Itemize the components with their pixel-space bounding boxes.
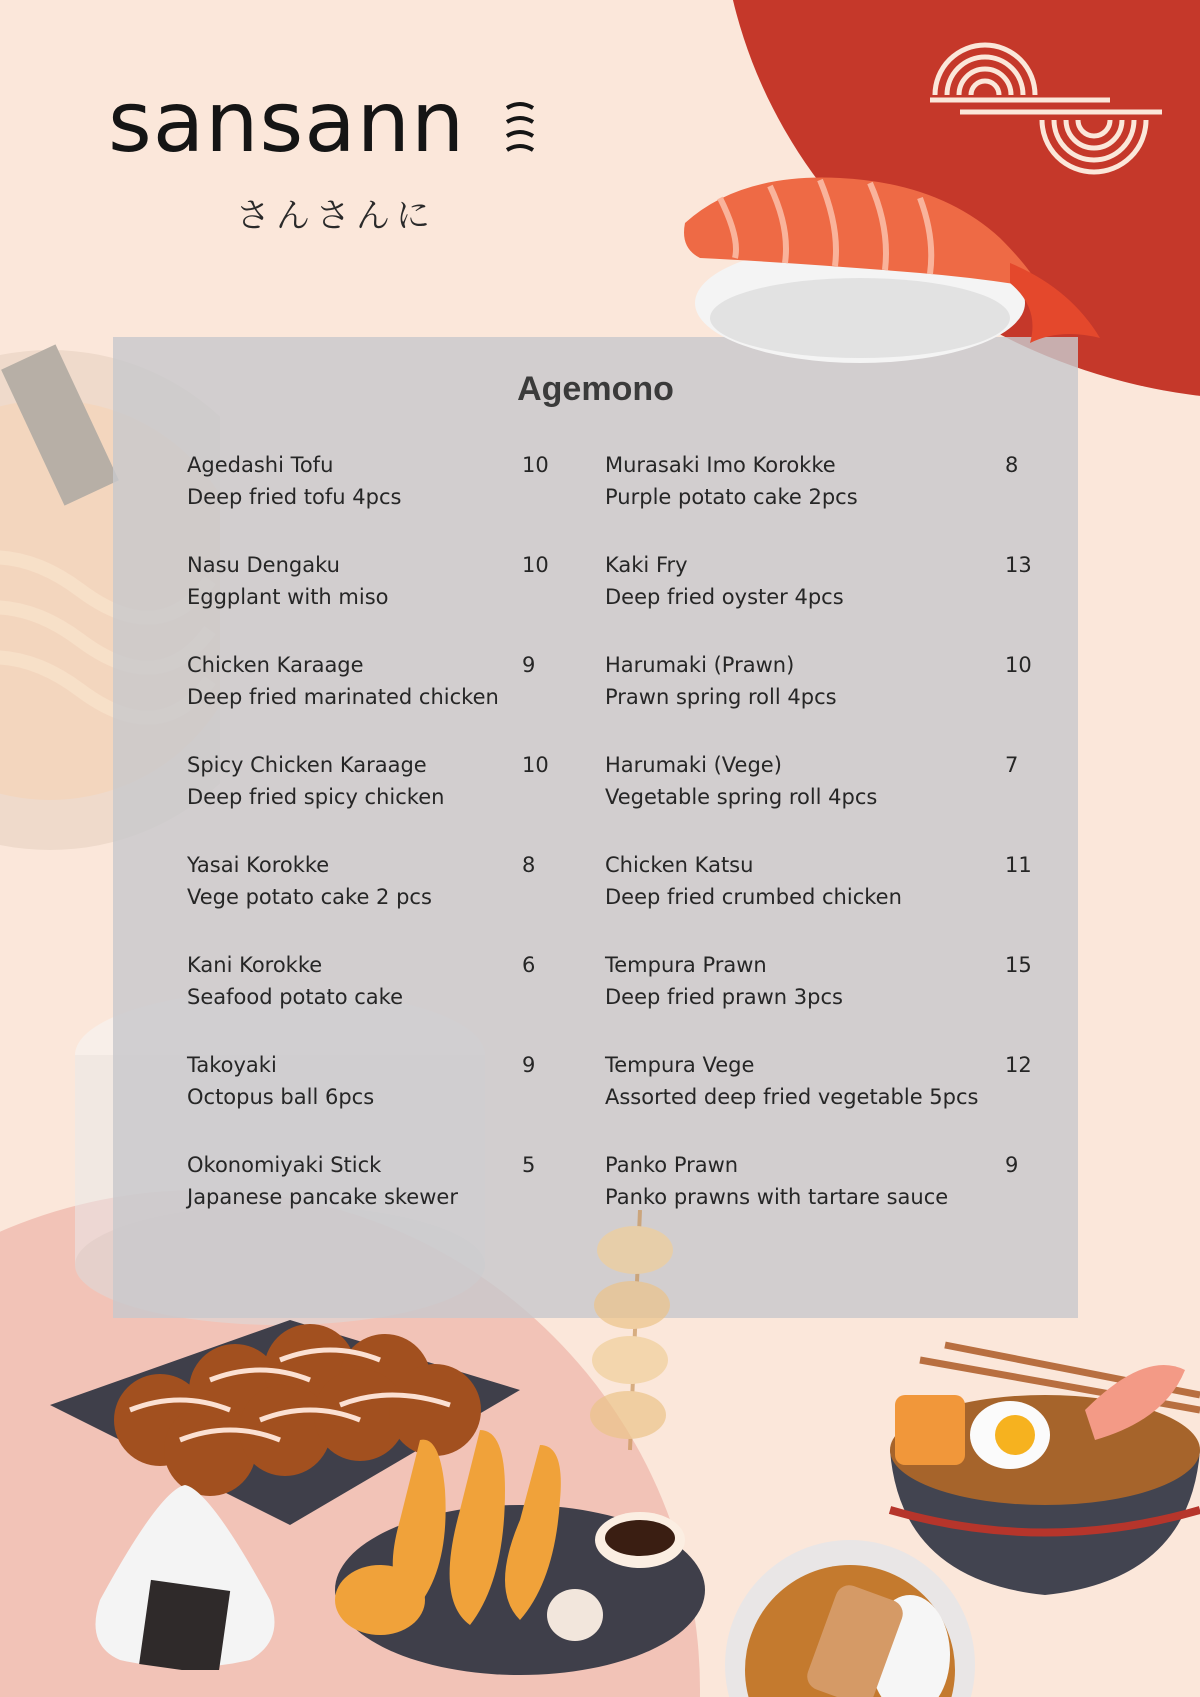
item-price: 9	[1005, 1153, 1019, 1177]
item-description: Octopus ball 6pcs	[187, 1085, 375, 1109]
menu-item	[187, 449, 547, 513]
item-name: Harumaki (Prawn)	[605, 653, 795, 677]
item-price: 10	[522, 453, 549, 477]
item-name: Agedashi Tofu	[187, 453, 334, 477]
item-price: 9	[522, 653, 536, 677]
item-name: Kani Korokke	[187, 953, 323, 977]
item-price: 13	[1005, 553, 1032, 577]
item-description: Deep fried tofu 4pcs	[187, 485, 402, 509]
menu-item	[605, 449, 1045, 513]
menu-item	[605, 849, 1045, 913]
menu-panel	[113, 337, 1078, 1318]
oden-bowl-illustration	[885, 1340, 1200, 1610]
menu-item	[187, 749, 547, 813]
item-description: Assorted deep fried vegetable 5pcs	[605, 1085, 979, 1109]
skewer-illustration	[570, 1210, 700, 1460]
item-name: Harumaki (Vege)	[605, 753, 782, 777]
item-price: 5	[522, 1153, 536, 1177]
item-name: Chicken Karaage	[187, 653, 364, 677]
item-price: 10	[522, 753, 549, 777]
item-description: Deep fried marinated chicken	[187, 685, 499, 709]
menu-item	[605, 949, 1045, 1013]
item-price: 12	[1005, 1053, 1032, 1077]
item-description: Deep fried spicy chicken	[187, 785, 445, 809]
item-price: 9	[522, 1053, 536, 1077]
item-description: Eggplant with miso	[187, 585, 389, 609]
item-description: Panko prawns with tartare sauce	[605, 1185, 949, 1209]
item-name: Panko Prawn	[605, 1153, 739, 1177]
item-price: 8	[522, 853, 536, 877]
item-name: Spicy Chicken Karaage	[187, 753, 427, 777]
item-name: Tempura Prawn	[605, 953, 767, 977]
item-name: Chicken Katsu	[605, 853, 754, 877]
item-name: Kaki Fry	[605, 553, 688, 577]
item-price: 10	[522, 553, 549, 577]
item-price: 6	[522, 953, 536, 977]
menu-item	[605, 1049, 1045, 1113]
menu-item	[187, 1049, 547, 1113]
brand-japanese-name: さんさんに	[236, 196, 436, 236]
item-price: 8	[1005, 453, 1019, 477]
item-description: Seafood potato cake	[187, 985, 403, 1009]
item-description: Prawn spring roll 4pcs	[605, 685, 837, 709]
menu-item	[605, 749, 1045, 813]
item-description: Vege potato cake 2 pcs	[187, 885, 432, 909]
menu-item	[187, 849, 547, 913]
arch-logo-icon	[930, 40, 1170, 180]
item-name: Nasu Dengaku	[187, 553, 340, 577]
menu-item	[187, 549, 547, 613]
onigiri-illustration	[80, 1480, 290, 1670]
item-description: Deep fried crumbed chicken	[605, 885, 902, 909]
item-name: Murasaki Imo Korokke	[605, 453, 836, 477]
menu-item	[187, 949, 547, 1013]
item-description: Deep fried prawn 3pcs	[605, 985, 843, 1009]
brand-block	[108, 73, 548, 236]
item-price: 15	[1005, 953, 1032, 977]
item-description: Deep fried oyster 4pcs	[605, 585, 844, 609]
item-name: Okonomiyaki Stick	[187, 1153, 382, 1177]
item-price: 10	[1005, 653, 1032, 677]
item-price: 7	[1005, 753, 1019, 777]
item-name: Tempura Vege	[605, 1053, 755, 1077]
item-description: Japanese pancake skewer	[187, 1185, 458, 1209]
tempura-plate-illustration	[320, 1430, 720, 1680]
menu-item	[187, 649, 547, 713]
item-name: Takoyaki	[187, 1053, 277, 1077]
item-price: 11	[1005, 853, 1032, 877]
menu-item	[605, 549, 1045, 613]
item-name: Yasai Korokke	[187, 853, 330, 877]
menu-item	[605, 1149, 1045, 1213]
brand-wave-icon	[503, 98, 537, 162]
item-description: Vegetable spring roll 4pcs	[605, 785, 878, 809]
brand-name: sansann	[108, 73, 466, 171]
prawn-nigiri-illustration	[680, 168, 1120, 398]
menu-item	[187, 1149, 547, 1213]
menu-item	[605, 649, 1045, 713]
item-description: Purple potato cake 2pcs	[605, 485, 858, 509]
menu-section-title: Agemono	[517, 370, 674, 408]
